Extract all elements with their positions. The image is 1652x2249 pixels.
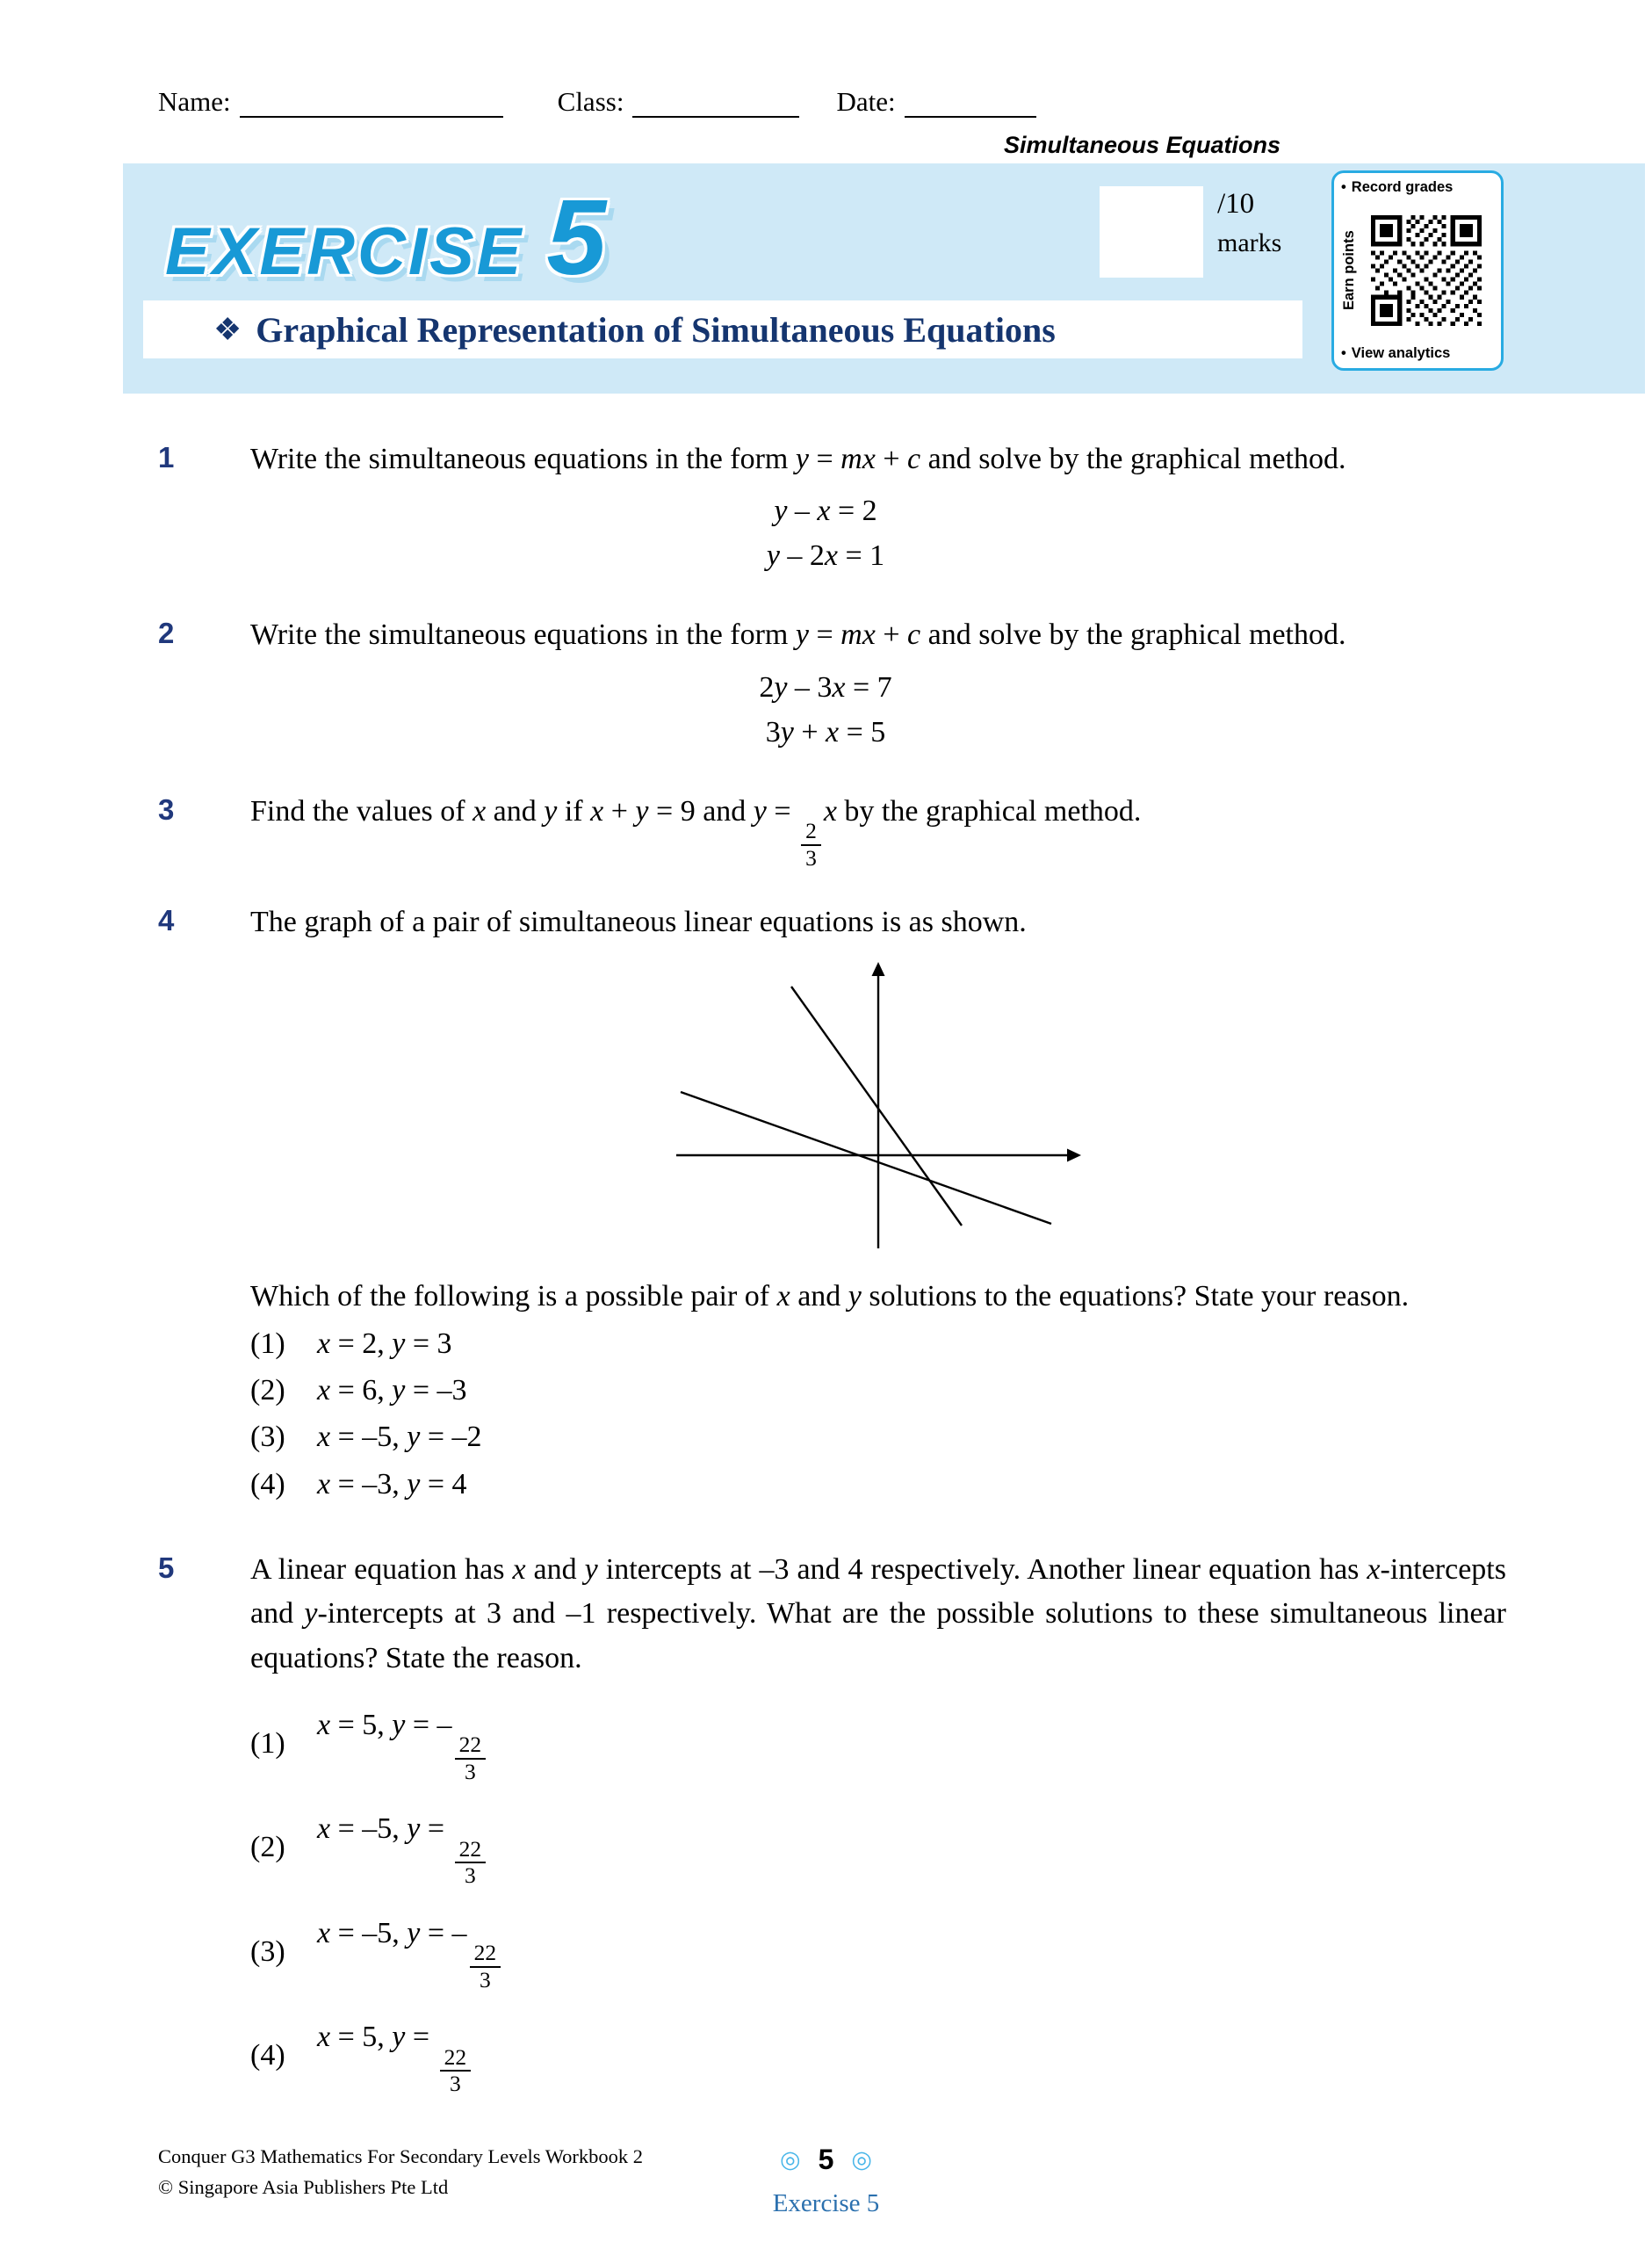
- options-list: [250, 1322, 1506, 1507]
- circle-deco-icon: ◎: [780, 2146, 801, 2173]
- qr-record-grades-label: Record grades: [1351, 179, 1454, 195]
- qr-card: [1331, 170, 1504, 371]
- question-text: A linear equation has x and y intercepts at –3 and 4 respectively. Another linear equation has x-intercepts and y-intercepts at 3 and –1 respectively. What are the possible solutions to these simultaneous linear equations? State the reason.: [250, 1552, 1506, 1674]
- option-text: x = 5, y = – $\frac{22}{3}$: [317, 1703, 1506, 1784]
- question-text: Find the values of x and y if x + y = 9 and y = $\frac{2}{3}$ x by the graphical method.: [250, 794, 1142, 871]
- class-writein-line: [632, 84, 799, 118]
- chapter-topic-label: Simultaneous Equations: [1003, 132, 1280, 158]
- qr-bottom-row: [1341, 345, 1494, 362]
- exercise-title: [165, 176, 606, 299]
- option-row: [250, 1369, 1506, 1413]
- question-text: The graph of a pair of simultaneous linear equations is as shown.: [250, 906, 1027, 939]
- option-text: x = –3, y = 4: [317, 1467, 467, 1501]
- equation: y – x = 2: [774, 495, 877, 528]
- option-label: (4): [250, 2039, 285, 2072]
- question-text: Write the simultaneous equations in the form y = mx + c and solve by the graphical method.: [250, 443, 1346, 475]
- option-text: x = –5, y = –2: [317, 1421, 482, 1454]
- question-4: [158, 900, 1506, 1509]
- circle-deco-icon: ◎: [851, 2146, 872, 2173]
- option-text: x = –5, y = $\frac{22}{3}$: [317, 1807, 1506, 1888]
- equation: 3y + x = 5: [765, 715, 886, 748]
- question-1: [158, 438, 1506, 578]
- class-label: Class:: [557, 86, 624, 117]
- graph-figure: [250, 960, 1506, 1257]
- question-number: 2: [158, 617, 175, 650]
- qr-middle: [1341, 213, 1494, 328]
- option-label: (2): [250, 1374, 285, 1407]
- option-row: [250, 2015, 1506, 2096]
- question-2: [158, 613, 1506, 754]
- qr-earn-points-label: Earn points: [1341, 230, 1357, 311]
- y-axis-arrowhead: [872, 962, 885, 976]
- question-text: Write the simultaneous equations in the form y = mx + c and solve by the graphical method.: [250, 618, 1346, 652]
- bullet-icon: •: [1341, 179, 1346, 195]
- exercise-banner: [123, 163, 1645, 394]
- line-shallow: [681, 1092, 1051, 1224]
- qr-top-row: [1341, 179, 1494, 196]
- option-label: (4): [250, 1467, 285, 1501]
- copyright: © Singapore Asia Publishers Pte Ltd: [158, 2175, 449, 2198]
- x-axis-arrowhead: [1067, 1149, 1081, 1162]
- option-label: (1): [250, 1327, 285, 1360]
- section-title: Graphical Representation of Simultaneous Equations: [256, 309, 1056, 350]
- option-label: (3): [250, 1421, 285, 1454]
- option-row: [250, 1415, 1506, 1459]
- diamond-bullet-icon: ❖: [213, 312, 242, 347]
- option-row: [250, 1912, 1506, 1992]
- option-row: [250, 1703, 1506, 1784]
- book-title: Conquer G3 Mathematics For Secondary Levels Workbook 2: [158, 2145, 644, 2167]
- equation-block: [250, 488, 1506, 578]
- marks-word: marks: [1217, 228, 1282, 257]
- option-text: x = 6, y = –3: [317, 1374, 467, 1407]
- marks-total: /10: [1217, 188, 1255, 220]
- question-5: [158, 1548, 1506, 2120]
- exercise-number: 5: [546, 177, 607, 297]
- date-label: Date:: [836, 86, 896, 117]
- name-writein-line: [240, 84, 503, 118]
- name-label: Name:: [158, 86, 231, 117]
- exercise-word: EXERCISE: [165, 214, 524, 289]
- question-3: [158, 790, 1506, 871]
- question-number: 4: [158, 904, 175, 937]
- date-writein-line: [905, 84, 1036, 118]
- equation: y – 2x = 1: [766, 539, 885, 573]
- option-row: [250, 1322, 1506, 1366]
- option-text: x = –5, y = – $\frac{22}{3}$: [317, 1912, 1506, 1992]
- page-number-marker: [0, 2144, 1652, 2176]
- option-text: x = 5, y = $\frac{22}{3}$: [317, 2015, 1506, 2096]
- qr-code: [1371, 215, 1482, 326]
- option-label: (2): [250, 1831, 285, 1864]
- options-list: [250, 1703, 1506, 2097]
- option-row: [250, 1807, 1506, 1888]
- equation-block: [250, 665, 1506, 755]
- question-prompt: Which of the following is a possible pair of x and y solutions to the equations? State your reason.: [250, 1280, 1410, 1313]
- option-text: x = 2, y = 3: [317, 1327, 452, 1360]
- exercise-footer-label: Exercise 5: [772, 2189, 880, 2217]
- section-title-band: [143, 300, 1302, 358]
- question-number: 3: [158, 792, 175, 826]
- page-number: 5: [818, 2144, 834, 2175]
- questions-area: [158, 438, 1506, 2120]
- name-class-date-row: [158, 84, 1036, 118]
- bullet-icon: •: [1341, 345, 1346, 361]
- question-number: 1: [158, 441, 175, 474]
- equation: 2y – 3x = 7: [759, 670, 892, 704]
- option-label: (1): [250, 1727, 285, 1760]
- line-steep: [791, 987, 962, 1226]
- option-label: (3): [250, 1934, 285, 1968]
- score-writein-box: [1100, 186, 1203, 278]
- qr-view-analytics-label: View analytics: [1351, 345, 1451, 361]
- simultaneous-equations-graph: [672, 960, 1085, 1257]
- option-row: [250, 1463, 1506, 1507]
- question-number: 5: [158, 1551, 175, 1584]
